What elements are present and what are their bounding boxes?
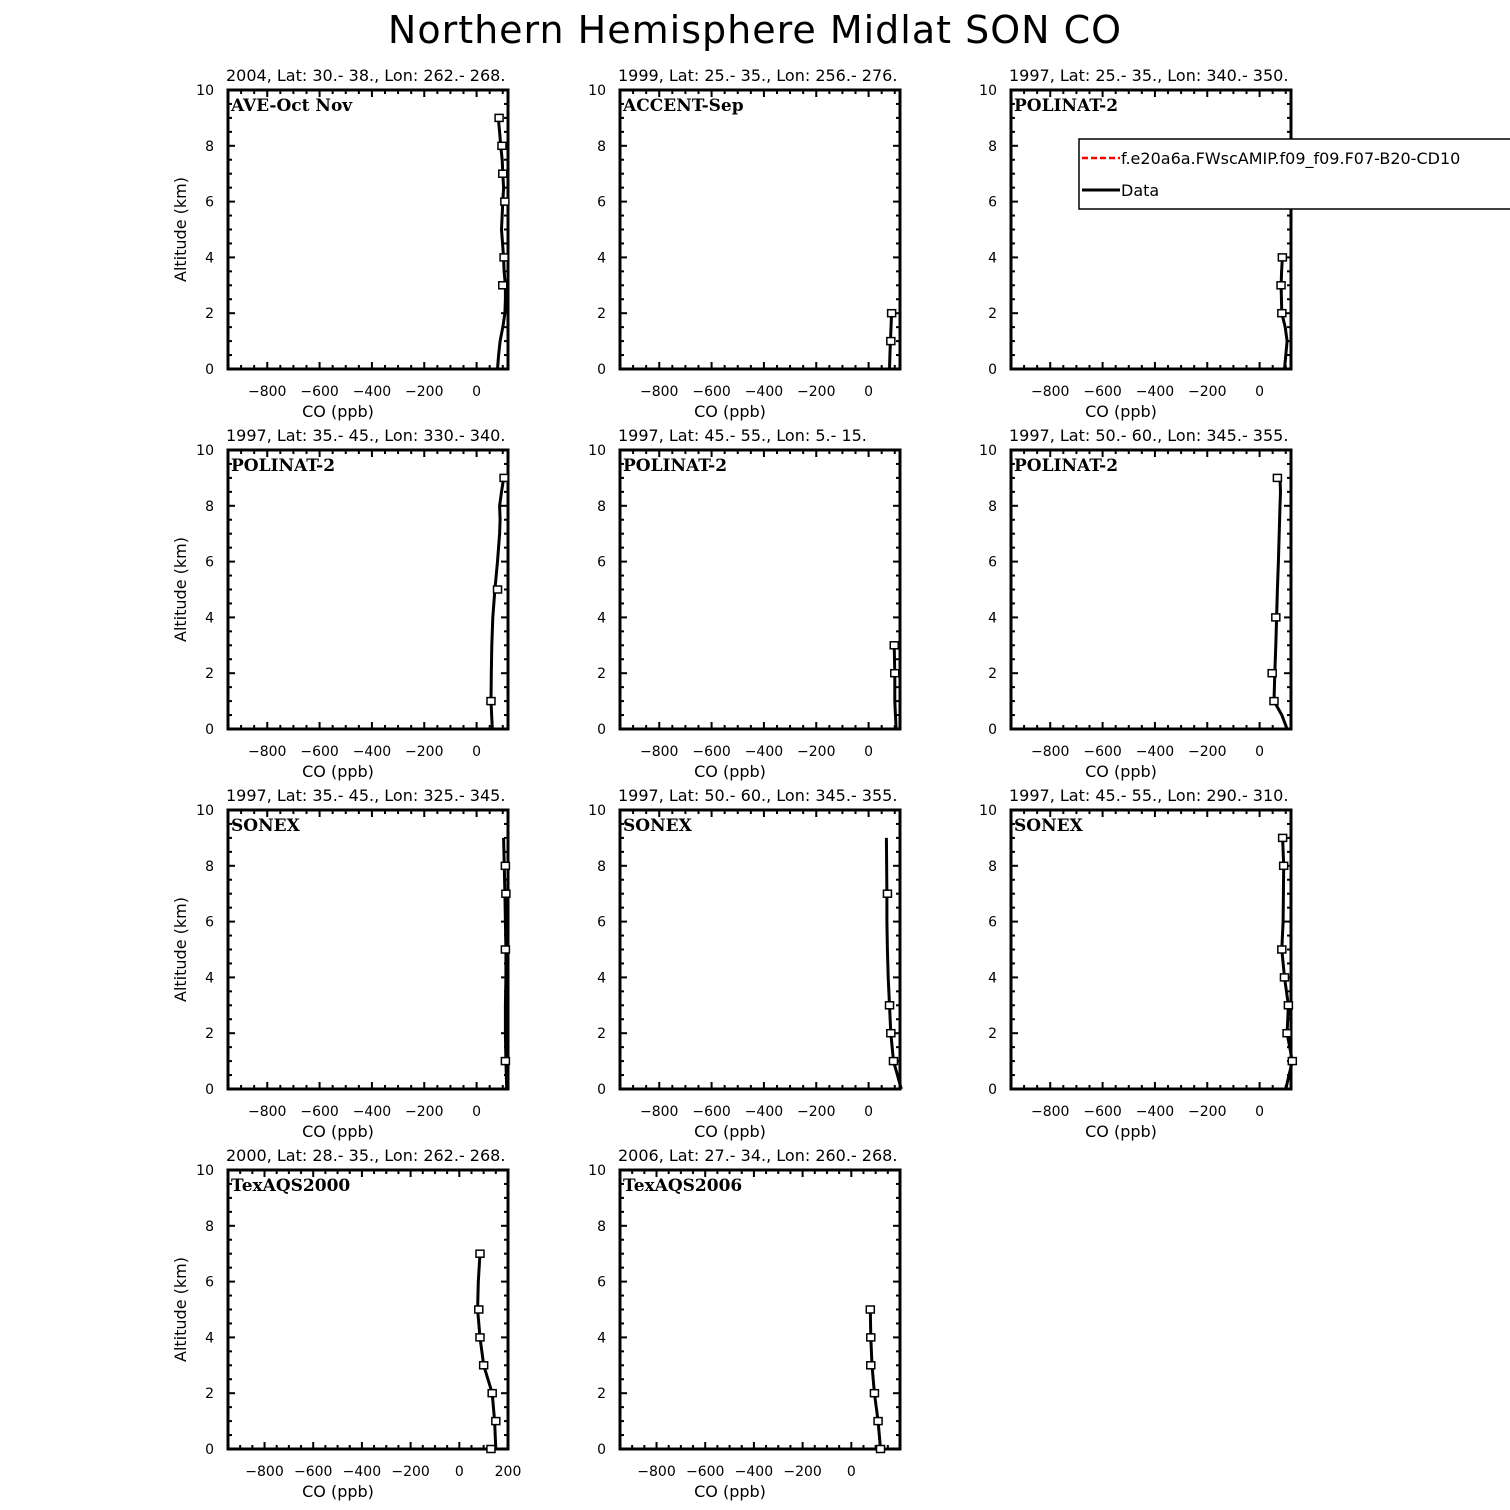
x-tick-label: −400	[734, 1464, 774, 1480]
data-point-marker	[499, 282, 507, 289]
data-point-marker	[500, 474, 508, 481]
y-tick-label: 2	[988, 666, 997, 683]
y-axis-label: Altitude (km)	[171, 537, 190, 642]
x-tick-label: 0	[472, 744, 482, 760]
chart-panel	[171, 426, 508, 781]
chart-panel	[171, 786, 510, 1141]
y-tick-label: 6	[988, 194, 997, 211]
y-tick-label: 4	[988, 970, 997, 987]
y-tick-label: 2	[597, 666, 606, 683]
y-tick-label: 0	[597, 1082, 606, 1098]
y-tick-label: 0	[988, 1082, 997, 1098]
data-point-marker	[498, 142, 506, 149]
plot-frame	[1011, 450, 1291, 729]
y-tick-label: 2	[205, 1026, 214, 1043]
panel-title: 1997, Lat: 50.- 60., Lon: 345.- 355.	[618, 786, 898, 805]
y-tick-label: 2	[988, 1026, 997, 1043]
panel-title: 1997, Lat: 45.- 55., Lon: 290.- 310.	[1009, 786, 1289, 805]
y-tick-label: 8	[988, 138, 997, 155]
chart-panel	[588, 66, 900, 421]
x-tick-label: −400	[744, 1104, 784, 1120]
y-tick-label: 4	[597, 250, 606, 267]
data-point-marker	[874, 1418, 882, 1425]
x-tick-label: 0	[472, 384, 482, 400]
x-tick-label: −400	[744, 744, 784, 760]
y-tick-label: 10	[979, 443, 997, 459]
plot-frame	[228, 450, 508, 729]
plot-frame	[228, 90, 508, 369]
data-point-marker	[1280, 862, 1288, 869]
y-tick-label: 8	[597, 498, 606, 515]
data-point-marker	[866, 1306, 874, 1313]
x-tick-label: −200	[797, 744, 836, 760]
data-point-marker	[1270, 698, 1278, 705]
y-tick-label: 0	[597, 362, 606, 378]
data-line	[1274, 478, 1287, 729]
y-tick-label: 2	[205, 666, 214, 683]
x-tick-label: −800	[248, 1104, 287, 1120]
x-axis-label: CO (ppb)	[694, 1122, 766, 1141]
data-point-marker	[495, 114, 503, 121]
x-axis-label: CO (ppb)	[302, 1482, 374, 1501]
y-tick-label: 10	[979, 83, 997, 99]
campaign-label: POLINAT-2	[623, 456, 728, 476]
y-tick-label: 2	[205, 1386, 214, 1403]
chart-panel	[171, 1146, 521, 1501]
y-tick-label: 4	[597, 1330, 606, 1347]
chart-panel	[979, 66, 1510, 421]
y-tick-label: 4	[597, 970, 606, 987]
x-tick-label: −600	[685, 1464, 725, 1480]
data-point-marker	[867, 1334, 875, 1341]
panel-title: 1997, Lat: 35.- 45., Lon: 330.- 340.	[226, 426, 506, 445]
y-tick-label: 8	[597, 138, 606, 155]
x-tick-label: −600	[692, 1104, 731, 1120]
data-point-marker	[883, 890, 891, 897]
campaign-label: POLINAT-2	[1014, 456, 1119, 476]
plot-frame	[620, 90, 900, 369]
y-tick-label: 0	[988, 722, 997, 738]
y-tick-label: 0	[205, 1082, 214, 1098]
data-point-marker	[889, 1058, 897, 1065]
y-axis-label: Altitude (km)	[171, 897, 190, 1002]
x-tick-label: −800	[248, 744, 287, 760]
data-point-marker	[487, 1446, 495, 1453]
x-tick-label: −800	[1031, 384, 1070, 400]
y-tick-label: 6	[205, 1274, 214, 1291]
x-tick-label: −200	[1188, 744, 1227, 760]
y-tick-label: 4	[205, 250, 214, 267]
data-line	[870, 1310, 880, 1450]
y-tick-label: 4	[205, 970, 214, 987]
x-tick-label: −800	[245, 1464, 284, 1480]
campaign-label: SONEX	[231, 816, 300, 836]
y-tick-label: 10	[979, 803, 997, 819]
data-point-marker	[887, 1030, 895, 1037]
chart-title: Northern Hemisphere Midlat SON CO	[387, 8, 1123, 52]
x-tick-label: −200	[391, 1464, 430, 1480]
data-line	[894, 645, 896, 729]
data-point-marker	[1277, 282, 1285, 289]
campaign-label: TexAQS2000	[231, 1176, 351, 1196]
data-point-marker	[1278, 310, 1286, 317]
campaign-label: POLINAT-2	[231, 456, 336, 476]
panel-title: 2000, Lat: 28.- 35., Lon: 262.- 268.	[226, 1146, 506, 1165]
y-tick-label: 8	[205, 138, 214, 155]
x-tick-label: −200	[797, 384, 836, 400]
y-tick-label: 8	[205, 858, 214, 875]
campaign-label: POLINAT-2	[1014, 96, 1119, 116]
x-axis-label: CO (ppb)	[1085, 1122, 1157, 1141]
y-tick-label: 4	[988, 610, 997, 627]
panel-title: 1997, Lat: 50.- 60., Lon: 345.- 355.	[1009, 426, 1289, 445]
y-tick-label: 2	[205, 306, 214, 323]
y-tick-label: 0	[205, 362, 214, 378]
x-tick-label: −600	[293, 1464, 333, 1480]
x-tick-label: −600	[300, 744, 339, 760]
plot-frame	[1011, 90, 1291, 369]
data-point-marker	[1278, 254, 1286, 261]
data-point-marker	[870, 1390, 878, 1397]
plot-frame	[620, 1170, 900, 1449]
data-point-marker	[877, 1446, 885, 1453]
x-tick-label: −200	[405, 744, 444, 760]
data-point-marker	[500, 254, 508, 261]
y-tick-label: 0	[205, 1442, 214, 1458]
panel-title: 1997, Lat: 25.- 35., Lon: 340.- 350.	[1009, 66, 1289, 85]
x-axis-label: CO (ppb)	[694, 762, 766, 781]
x-tick-label: −600	[692, 384, 731, 400]
y-tick-label: 6	[988, 554, 997, 571]
x-tick-label: −800	[640, 1104, 679, 1120]
chart-panel	[588, 786, 901, 1141]
plot-frame	[620, 810, 900, 1089]
x-tick-label: −400	[1135, 384, 1175, 400]
data-point-marker	[886, 1002, 894, 1009]
y-tick-label: 4	[205, 1330, 214, 1347]
campaign-label: AVE-Oct Nov	[231, 96, 353, 116]
data-point-marker	[501, 1058, 509, 1065]
data-point-marker	[1288, 1058, 1296, 1065]
y-tick-label: 8	[597, 1218, 606, 1235]
x-tick-label: −800	[640, 384, 679, 400]
x-axis-label: CO (ppb)	[302, 402, 374, 421]
plot-frame	[228, 810, 508, 1089]
panel-title: 2006, Lat: 27.- 34., Lon: 260.- 268.	[618, 1146, 898, 1165]
x-tick-label: 200	[494, 1464, 522, 1480]
y-tick-label: 6	[205, 914, 214, 931]
x-tick-label: −400	[352, 744, 392, 760]
y-tick-label: 2	[988, 306, 997, 323]
chart-panel	[979, 426, 1291, 781]
x-tick-label: 0	[864, 1104, 874, 1120]
x-tick-label: −800	[1031, 744, 1070, 760]
x-tick-label: 0	[1255, 744, 1265, 760]
x-axis-label: CO (ppb)	[302, 1122, 374, 1141]
y-tick-label: 4	[597, 610, 606, 627]
data-point-marker	[476, 1250, 484, 1257]
y-tick-label: 8	[205, 1218, 214, 1235]
data-point-marker	[1273, 474, 1281, 481]
data-point-marker	[1280, 974, 1288, 981]
y-tick-label: 8	[205, 498, 214, 515]
y-tick-label: 6	[988, 914, 997, 931]
data-point-marker	[492, 1418, 500, 1425]
x-tick-label: 0	[472, 1104, 482, 1120]
y-tick-label: 2	[597, 1386, 606, 1403]
panel-title: 1997, Lat: 35.- 45., Lon: 325.- 345.	[226, 786, 506, 805]
y-tick-label: 6	[205, 194, 214, 211]
campaign-label: SONEX	[1014, 816, 1083, 836]
data-point-marker	[890, 642, 898, 649]
x-tick-label: 0	[864, 744, 874, 760]
x-tick-label: −600	[692, 744, 731, 760]
x-axis-label: CO (ppb)	[694, 1482, 766, 1501]
x-tick-label: 0	[864, 384, 874, 400]
data-point-marker	[487, 698, 495, 705]
chart-panel	[171, 66, 509, 421]
campaign-label: ACCENT-Sep	[623, 96, 744, 116]
x-tick-label: −600	[300, 384, 339, 400]
data-point-marker	[1272, 614, 1280, 621]
x-tick-label: −200	[1188, 384, 1227, 400]
chart-panel	[588, 426, 900, 781]
data-point-marker	[502, 890, 510, 897]
y-tick-label: 4	[988, 250, 997, 267]
x-tick-label: −800	[640, 744, 679, 760]
x-tick-label: −800	[637, 1464, 676, 1480]
x-tick-label: −800	[1031, 1104, 1070, 1120]
x-tick-label: 0	[1255, 1104, 1265, 1120]
x-tick-label: −200	[405, 384, 444, 400]
data-point-marker	[867, 1362, 875, 1369]
y-tick-label: 6	[597, 194, 606, 211]
x-tick-label: −600	[1083, 1104, 1122, 1120]
data-point-marker	[501, 198, 509, 205]
y-tick-label: 10	[196, 1163, 214, 1179]
y-tick-label: 8	[988, 498, 997, 515]
y-tick-label: 8	[988, 858, 997, 875]
data-point-marker	[888, 310, 896, 317]
chart-panel	[979, 786, 1296, 1141]
y-tick-label: 6	[205, 554, 214, 571]
x-tick-label: −200	[1188, 1104, 1227, 1120]
data-point-marker	[1284, 1002, 1292, 1009]
y-tick-label: 0	[988, 362, 997, 378]
data-point-marker	[499, 170, 507, 177]
data-line	[491, 478, 504, 729]
data-point-marker	[891, 670, 899, 677]
panel-title: 1997, Lat: 45.- 55., Lon: 5.- 15.	[618, 426, 867, 445]
x-tick-label: 0	[1255, 384, 1265, 400]
plot-frame	[1011, 810, 1291, 1089]
y-tick-label: 6	[597, 1274, 606, 1291]
legend	[1079, 139, 1510, 209]
y-axis-label: Altitude (km)	[171, 1257, 190, 1362]
x-axis-label: CO (ppb)	[302, 762, 374, 781]
campaign-label: TexAQS2006	[623, 1176, 743, 1196]
chart-panel	[588, 1146, 900, 1501]
y-tick-label: 10	[588, 83, 606, 99]
y-axis-label: Altitude (km)	[171, 177, 190, 282]
data-point-marker	[494, 586, 502, 593]
legend-data-label: Data	[1121, 181, 1160, 200]
x-tick-label: −400	[352, 384, 392, 400]
data-point-marker	[1278, 946, 1286, 953]
x-tick-label: −800	[248, 384, 287, 400]
x-tick-label: −200	[405, 1104, 444, 1120]
y-tick-label: 2	[597, 1026, 606, 1043]
x-tick-label: −600	[300, 1104, 339, 1120]
x-tick-label: −400	[352, 1104, 392, 1120]
x-axis-label: CO (ppb)	[1085, 402, 1157, 421]
data-point-marker	[501, 862, 509, 869]
y-tick-label: 6	[597, 914, 606, 931]
y-tick-label: 10	[196, 803, 214, 819]
panel-title: 2004, Lat: 30.- 38., Lon: 262.- 268.	[226, 66, 506, 85]
plot-frame	[228, 1170, 508, 1449]
y-tick-label: 0	[597, 1442, 606, 1458]
data-point-marker	[1279, 834, 1287, 841]
y-tick-label: 4	[205, 610, 214, 627]
x-tick-label: −600	[1083, 384, 1122, 400]
y-tick-label: 10	[196, 443, 214, 459]
legend-model-label: f.e20a6a.FWscAMIP.f09_f09.F07-B20-CD10	[1121, 149, 1461, 168]
data-point-marker	[488, 1390, 496, 1397]
x-tick-label: −600	[1083, 744, 1122, 760]
y-tick-label: 10	[196, 83, 214, 99]
x-axis-label: CO (ppb)	[1085, 762, 1157, 781]
y-tick-label: 6	[597, 554, 606, 571]
x-tick-label: 0	[454, 1464, 464, 1480]
x-tick-label: 0	[846, 1464, 856, 1480]
y-tick-label: 10	[588, 803, 606, 819]
x-tick-label: −400	[1135, 1104, 1175, 1120]
y-tick-label: 2	[597, 306, 606, 323]
data-point-marker	[480, 1362, 488, 1369]
y-tick-label: 8	[597, 858, 606, 875]
y-tick-label: 0	[597, 722, 606, 738]
data-point-marker	[887, 338, 895, 345]
y-tick-label: 10	[588, 443, 606, 459]
panel-title: 1999, Lat: 25.- 35., Lon: 256.- 276.	[618, 66, 898, 85]
plot-frame	[620, 450, 900, 729]
data-point-marker	[1283, 1030, 1291, 1037]
x-tick-label: −400	[744, 384, 784, 400]
x-axis-label: CO (ppb)	[694, 402, 766, 421]
y-tick-label: 10	[588, 1163, 606, 1179]
x-tick-label: −200	[797, 1104, 836, 1120]
x-tick-label: −400	[342, 1464, 382, 1480]
data-point-marker	[476, 1334, 484, 1341]
data-point-marker	[1268, 670, 1276, 677]
data-point-marker	[501, 946, 509, 953]
data-point-marker	[475, 1306, 483, 1313]
x-tick-label: −400	[1135, 744, 1175, 760]
x-tick-label: −200	[783, 1464, 822, 1480]
y-tick-label: 0	[205, 722, 214, 738]
campaign-label: SONEX	[623, 816, 692, 836]
